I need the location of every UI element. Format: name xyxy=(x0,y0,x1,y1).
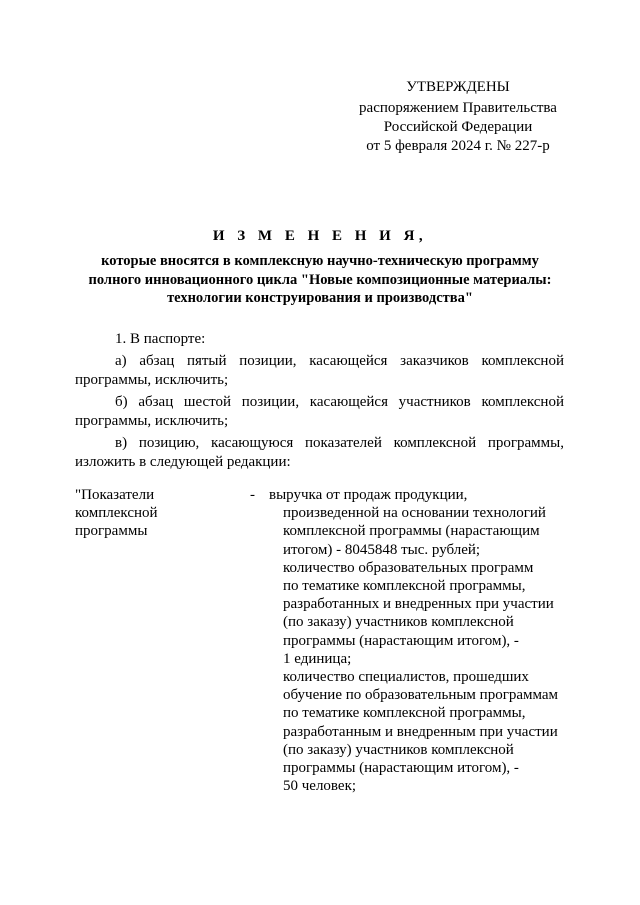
indicators-label xyxy=(75,486,225,541)
approval-heading: УТВЕРЖДЕНЫ xyxy=(406,79,510,95)
indicator-line: количество специалистов, прошедших xyxy=(283,669,529,686)
subtitle-line: которые вносятся в комплексную научно-техническую программу xyxy=(101,253,539,269)
subtitle-line: технологии конструирования и производства" xyxy=(167,290,473,306)
paragraph-item-c: в) позицию, касающуюся показателей комплексной программы, изложить в следующей редакции: xyxy=(75,434,564,470)
indicator-line: разработанных и внедренных при участии xyxy=(283,596,554,613)
indicator-line: программы (нарастающим итогом), - xyxy=(283,760,519,777)
indicators-dash: - xyxy=(250,487,255,503)
indicators-label-line: программы xyxy=(75,523,148,540)
indicator-line: количество образовательных программ xyxy=(283,559,534,576)
indicator-line: (по заказу) участников комплексной xyxy=(283,741,514,758)
paragraph-item-a: а) абзац пятый позиции, касающейся заказчиков комплексной программы, исключить; xyxy=(75,352,564,388)
subtitle-line: полного инновационного цикла "Новые композиционные материалы: xyxy=(88,271,552,288)
indicators-label-line: "Показатели xyxy=(75,487,155,503)
indicator-line: (по заказу) участников комплексной xyxy=(283,614,514,631)
indicator-line: 50 человек; xyxy=(283,778,357,795)
indicator-line: разработанным и внедренным при участии xyxy=(283,723,558,740)
indicator-line: произведенной на основании технологий xyxy=(283,505,546,522)
indicator-line: программы (нарастающим итогом), - xyxy=(283,632,519,649)
indicator-line: обучение по образовательным программам xyxy=(283,687,559,704)
indicators-label-line: комплексной xyxy=(75,505,158,522)
indicator-line: по тематике комплексной программы, xyxy=(283,578,526,595)
document-subtitle xyxy=(40,252,600,308)
paragraph-passport: 1. В паспорте: xyxy=(115,331,206,347)
approval-block xyxy=(340,78,576,156)
approval-line: распоряжением Правительства xyxy=(359,100,557,116)
approval-date: от 5 февраля 2024 г. № 227-р xyxy=(366,138,550,154)
paragraph-item-b: б) абзац шестой позиции, касающейся участников комплексной программы, исключить; xyxy=(75,393,564,429)
indicator-line: выручка от продаж продукции, xyxy=(269,487,468,503)
document-title: И З М Е Н Е Н И Я, xyxy=(212,228,428,244)
indicators-values xyxy=(269,486,569,795)
indicator-line: по тематике комплексной программы, xyxy=(283,705,526,722)
indicator-line: итогом) - 8045848 тыс. рублей; xyxy=(283,541,481,558)
indicator-line: 1 единица; xyxy=(283,650,352,667)
indicator-line: комплексной программы (нарастающим xyxy=(283,523,540,540)
document-body xyxy=(75,330,564,475)
approval-line: Российской Федерации xyxy=(383,119,533,135)
